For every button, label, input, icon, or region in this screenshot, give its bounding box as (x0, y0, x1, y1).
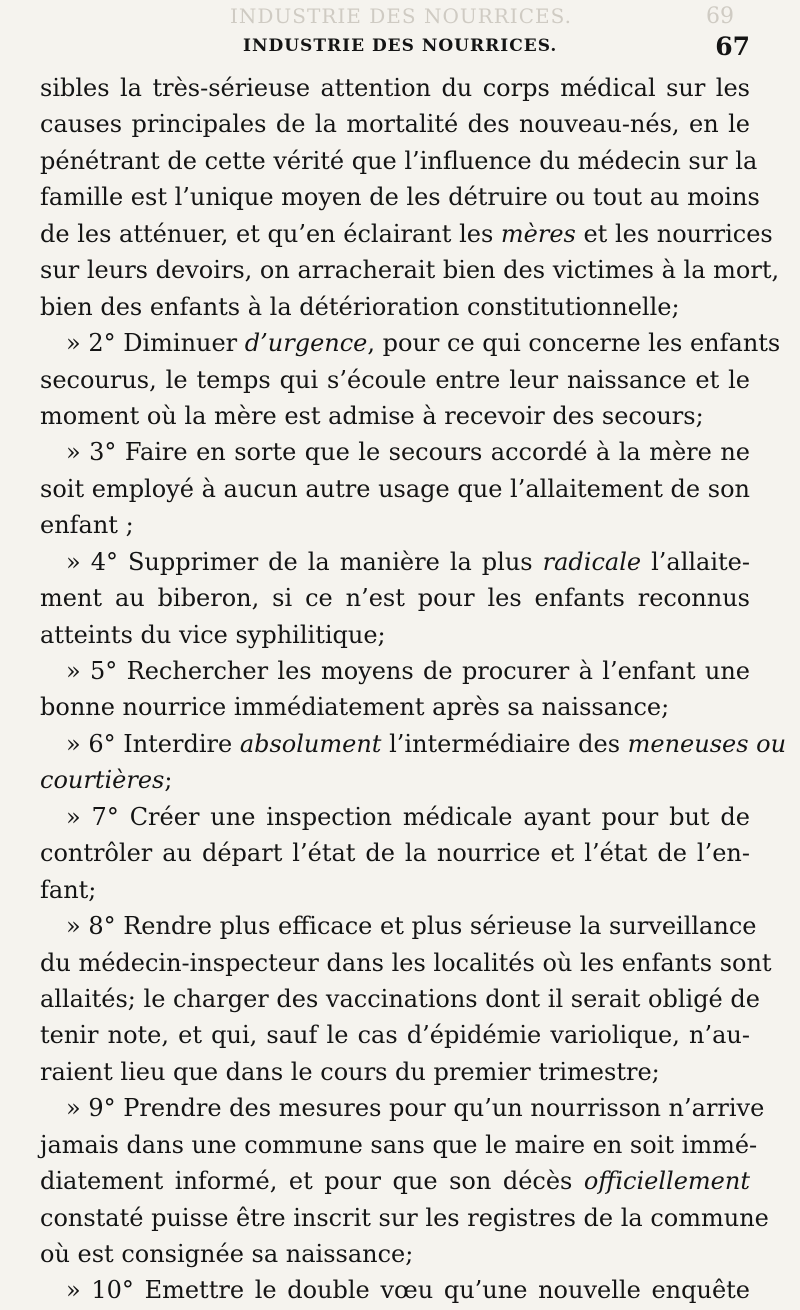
bleed-through-title: INDUSTRIE DES NOURRICES. (230, 4, 572, 28)
text-run: et les nourrices (575, 219, 773, 248)
text-line: pénétrant de cette vérité que l’influence du médecin sur la (40, 146, 758, 175)
page-number: 67 (715, 32, 750, 61)
text-line: secourus, le temps qui s’écoule entre leur naissance et le (40, 365, 750, 394)
bleed-through-number: 69 (706, 4, 734, 29)
page-header (40, 32, 750, 66)
italic-run: courtières (40, 766, 165, 795)
text-run: » 4° Supprimer de la manière la plus (66, 547, 543, 576)
text-run: de les atténuer, et qu’en éclairant les (40, 219, 501, 248)
running-title: INDUSTRIE DES NOURRICES. (243, 36, 558, 56)
text-line: sibles la très-sérieuse attention du corps médical sur les (40, 74, 750, 102)
text-line: où est consignée sa naissance; (40, 1240, 414, 1268)
text-line: » 3° Faire en sorte que le secours accordé à la mère ne (66, 438, 750, 467)
text-line: » 5° Rechercher les moyens de procurer à l’enfant une (66, 657, 750, 685)
italic-run: radicale (542, 547, 642, 576)
text-line (40, 216, 773, 252)
text-line (40, 325, 781, 361)
text-line: » 9° Prendre des mesures pour qu’un nourrisson n’arrive (66, 1094, 765, 1123)
text-line: ment au biberon, si ce n’est pour les enfants reconnus (40, 584, 750, 613)
italic-run: absolument (239, 729, 382, 758)
text-line (40, 762, 750, 798)
text-run: » 2° Diminuer (66, 329, 245, 358)
text-run: l’intermédiaire des (381, 729, 628, 758)
text-line: fant; (40, 875, 97, 904)
text-line: bien des enfants à la détérioration constitutionnelle; (40, 292, 680, 321)
italic-run: mères (500, 219, 576, 248)
text-line (40, 544, 750, 580)
italic-run: officiellement (583, 1167, 750, 1196)
text-line: constaté puisse être inscrit sur les registres de la commune (40, 1203, 769, 1232)
text-line: atteints du vice syphilitique; (40, 620, 386, 649)
text-run: » 6° Interdire (66, 729, 240, 758)
text-line: sur leurs devoirs, on arracherait bien des victimes à la mort, (40, 256, 780, 285)
italic-run: meneuses ou (627, 729, 787, 758)
text-line: causes principales de la mortalité des nouveau-nés, en le (40, 110, 750, 139)
text-run: , pour ce qui concerne les enfants (367, 329, 781, 358)
body-text (40, 70, 787, 1309)
text-line (40, 726, 787, 762)
text-line: soit employé à aucun autre usage que l’allaitement de son (40, 474, 750, 503)
text-run: ; (164, 766, 173, 795)
text-line: enfant ; (40, 511, 134, 540)
text-line: » 7° Créer une inspection médicale ayant pour but de (66, 802, 750, 831)
text-line: moment où la mère est admise à recevoir des secours; (40, 401, 704, 430)
text-line (40, 1163, 750, 1199)
text-line: contrôler au départ l’état de la nourrice et l’état de l’en- (40, 839, 750, 868)
text-line: famille est l’unique moyen de les détruire ou tout au moins (40, 183, 760, 212)
text-line: du médecin-inspecteur dans les localités où les enfants sont (40, 948, 772, 977)
italic-run: d’urgence (244, 329, 368, 358)
text-line: » 8° Rendre plus efficace et plus sérieuse la surveillance (66, 912, 757, 941)
text-line: » 10° Emettre le double vœu qu’une nouvelle enquête (66, 1276, 750, 1305)
text-line: allaités; le charger des vaccinations dont il serait obligé de (40, 984, 760, 1013)
text-run: l’allaite- (641, 547, 750, 576)
text-line: raient lieu que dans le cours du premier trimestre; (40, 1057, 660, 1086)
text-run: diatement informé, et pour que son décès (40, 1167, 584, 1196)
text-line: bonne nourrice immédiatement après sa naissance; (40, 693, 670, 722)
text-line: tenir note, et qui, sauf le cas d’épidémie variolique, n’au- (40, 1021, 750, 1050)
text-line: jamais dans une commune sans que le maire en soit immé- (40, 1130, 758, 1159)
